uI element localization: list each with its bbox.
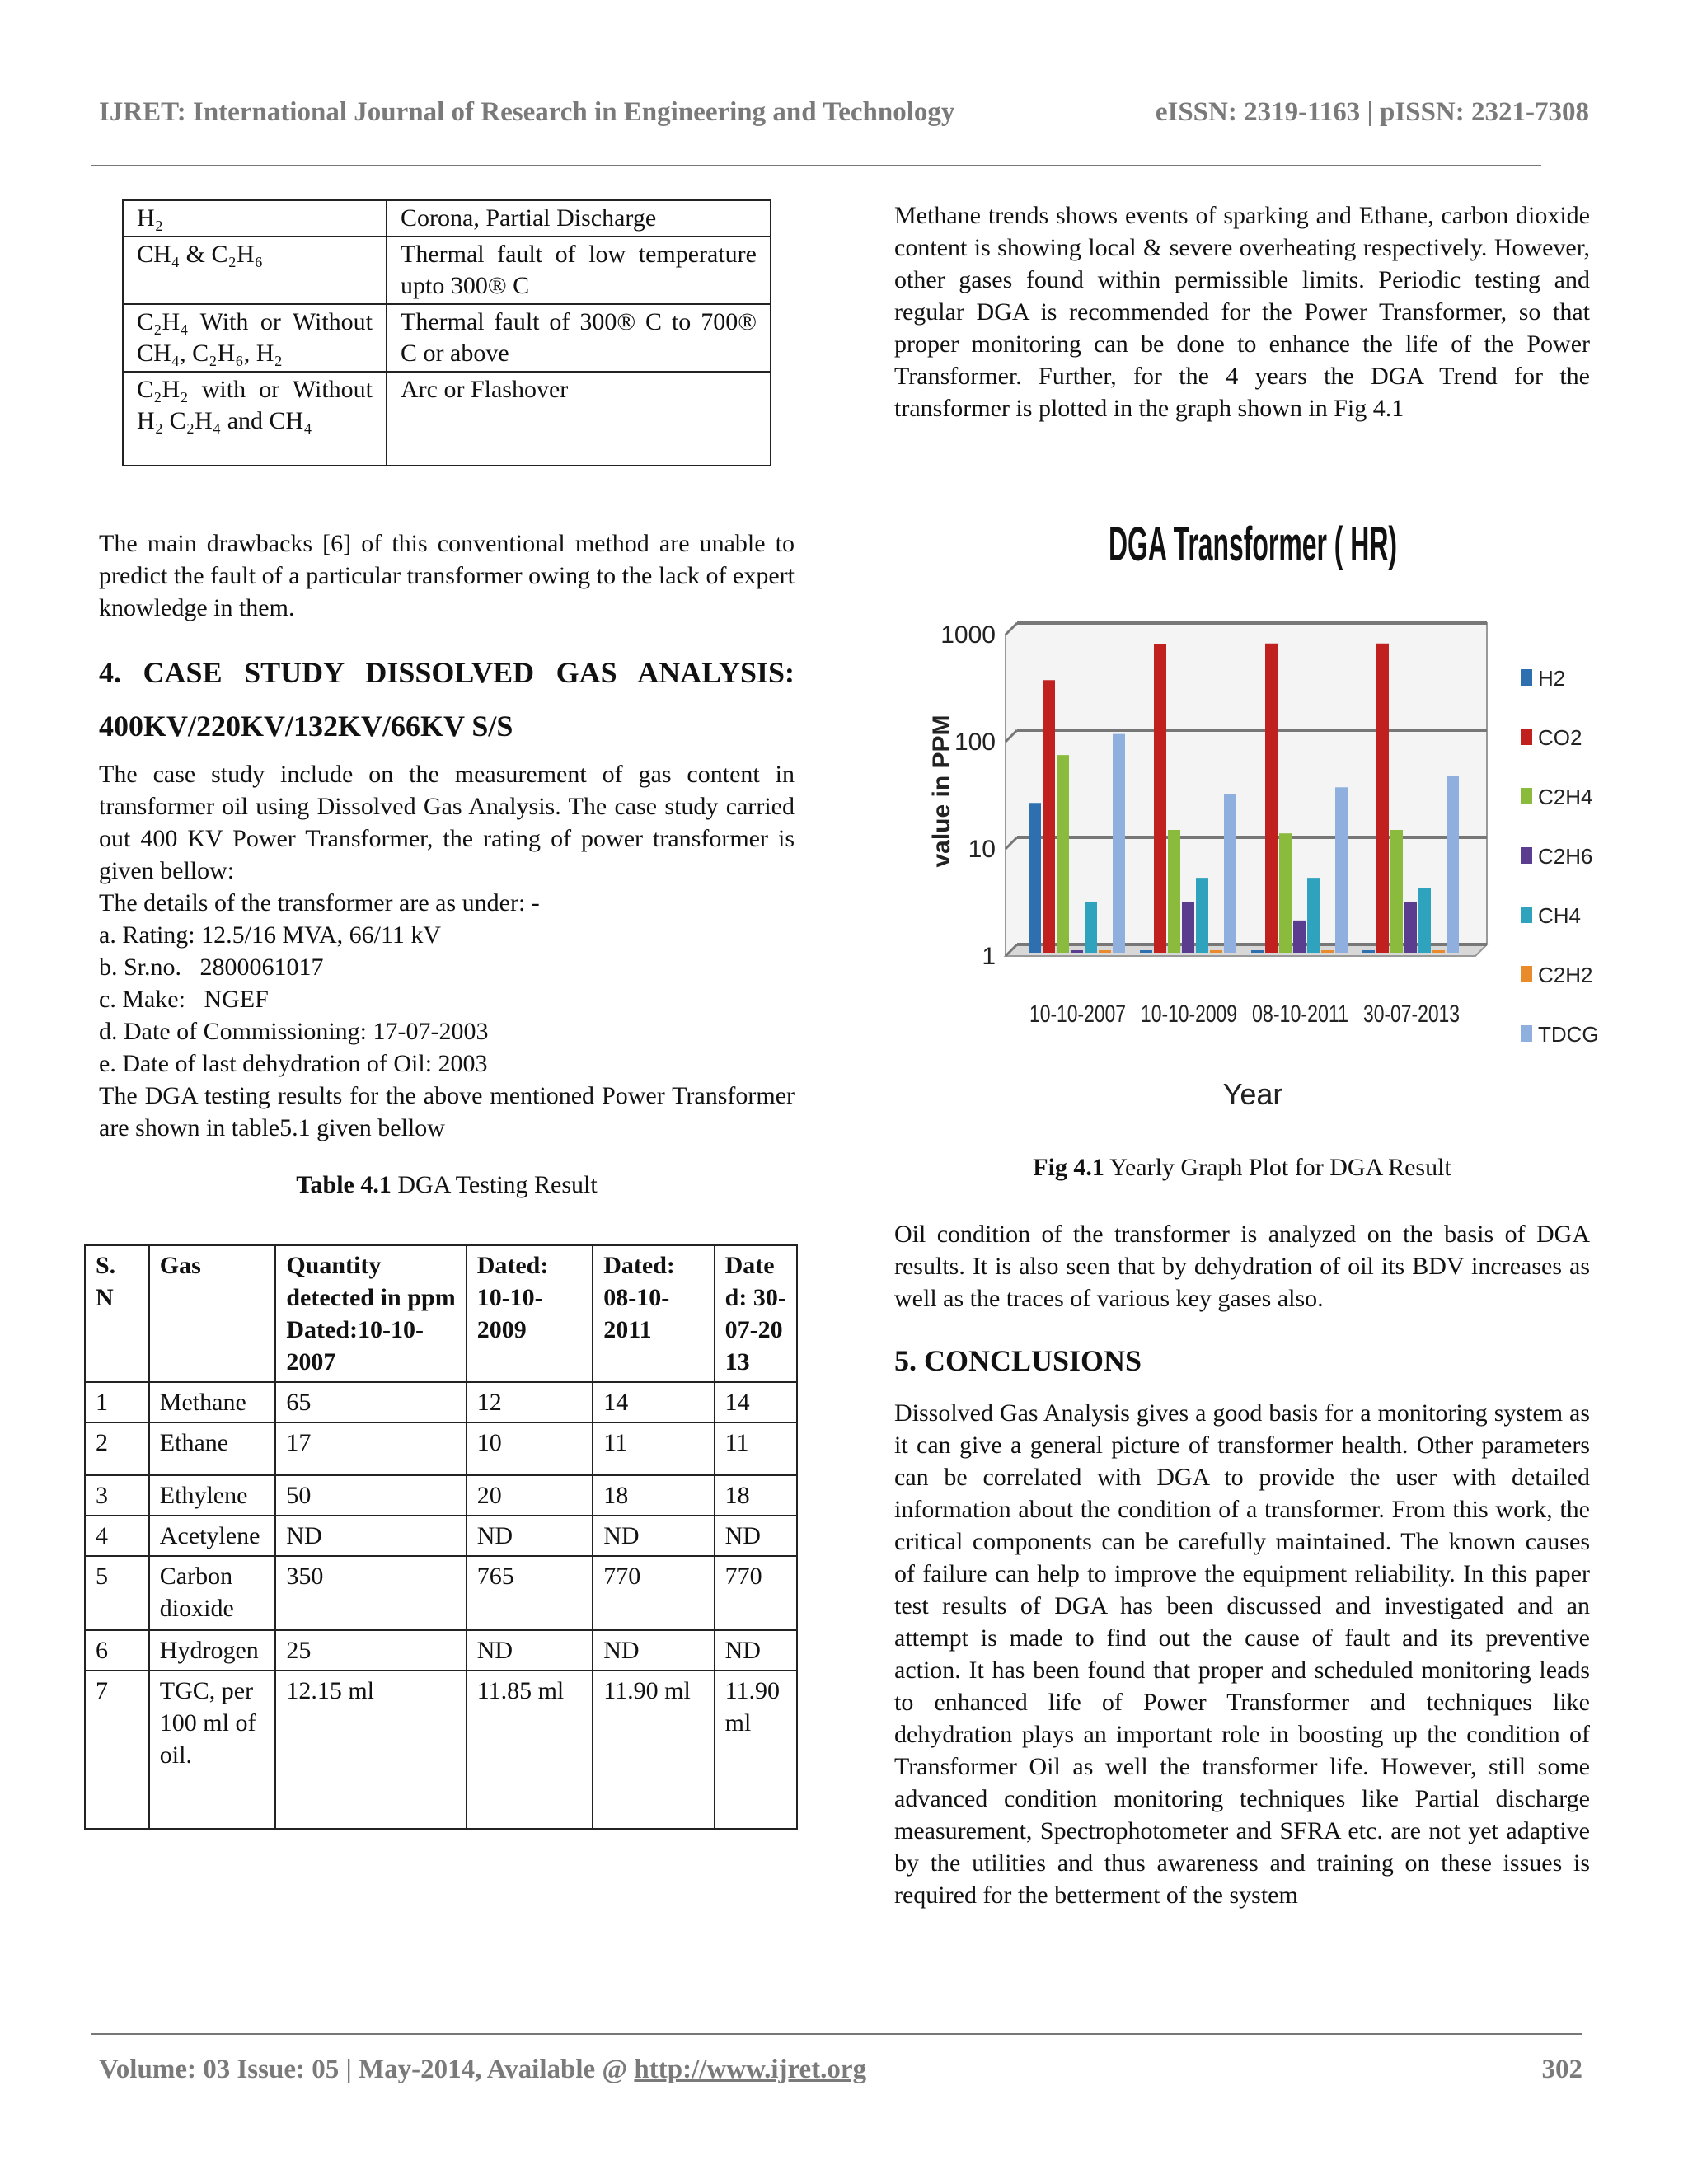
legend-swatch-c2h6	[1521, 847, 1532, 864]
cell: 11.85 ml	[467, 1671, 593, 1829]
legend-label: TDCG	[1538, 1022, 1599, 1047]
bar-c2h6-10-10-2009	[1182, 902, 1194, 953]
gas-cell: CH₄ & C₂H₆	[123, 237, 387, 304]
table-row	[123, 372, 771, 466]
cell: 11	[715, 1422, 797, 1475]
bar-c2h6-30-07-2013	[1404, 902, 1417, 953]
cell: 11.90 ml	[715, 1671, 797, 1829]
legend-swatch-h2	[1521, 669, 1532, 686]
page-number: 302	[1541, 2055, 1582, 2084]
cell: 20	[467, 1475, 593, 1516]
y-tick-label: 1	[982, 943, 996, 970]
bar-ch4-10-10-2007	[1085, 902, 1097, 953]
cell: 11	[593, 1422, 714, 1475]
cell: 11.90 ml	[593, 1671, 714, 1829]
cell: 18	[593, 1475, 714, 1516]
cell: 12.15 ml	[275, 1671, 466, 1829]
table-row	[85, 1475, 797, 1516]
bar-h2-30-07-2013	[1362, 950, 1375, 953]
drawbacks-paragraph: The main drawbacks [6] of this conventional method are unable to predict the fault of a particular transformer owing to the lack of expert knowledge in them.	[99, 530, 795, 621]
gas-cell: C₂H₄ With or Without CH₄, C₂H₆, H₂	[123, 304, 387, 372]
cell: 7	[85, 1671, 149, 1829]
table-header-row	[85, 1245, 797, 1382]
bar-co2-08-10-2011	[1265, 644, 1278, 953]
cell: Ethylene	[149, 1475, 276, 1516]
section4-heading: 4. CASE STUDY DISSOLVED GAS ANALYSIS:	[99, 656, 795, 689]
bar-ch4-10-10-2009	[1196, 878, 1208, 953]
cell: ND	[467, 1630, 593, 1671]
cell: 5	[85, 1556, 149, 1630]
legend-swatch-tdcg	[1521, 1025, 1532, 1042]
header-cell: S. N	[85, 1245, 149, 1382]
methane-paragraph: Methane trends shows events of sparking and Ethane, carbon dioxide content is showing local & severe overheating respectively. However, other gases found within permissible limits. Periodic testing and regular DGA is recommended for the Power Transformer, so that proper monitoring can be done to enhance the life of the Power Transformer. Further, for the 4 years the DGA Trend for the transformer is plotted in the graph shown in Fig 4.1	[894, 202, 1590, 422]
table-row	[85, 1422, 797, 1475]
legend-label: C2H4	[1538, 785, 1593, 809]
journal-title: IJRET: International Journal of Research in Engineering and Technology	[99, 97, 955, 127]
fault-cell: Thermal fault of 300® C to 700® C or above	[387, 304, 771, 372]
legend-label: CH4	[1538, 903, 1582, 928]
bar-c2h2-30-07-2013	[1432, 950, 1445, 953]
footer-volume: Volume: 03 Issue: 05 | May-2014, Available @ http://www.ijret.org	[99, 2055, 867, 2084]
bar-c2h2-10-10-2007	[1099, 950, 1111, 953]
section5-heading: 5. CONCLUSIONS	[894, 1344, 1142, 1377]
footer-rule	[91, 2033, 1582, 2035]
legend-swatch-ch4	[1521, 907, 1532, 923]
cell: 4	[85, 1516, 149, 1556]
y-axis-label: value in PPM	[928, 715, 955, 868]
bar-tdcg-08-10-2011	[1335, 787, 1348, 953]
gas-cell: C₂H₂ with or Without H₂ C₂H₄ and CH₄	[123, 372, 387, 466]
header-cell: Dated: 08-10-2011	[593, 1245, 714, 1382]
table-row	[85, 1630, 797, 1671]
y-tick-label: 100	[954, 729, 996, 756]
cell: Ethane	[149, 1422, 276, 1475]
bar-tdcg-10-10-2009	[1224, 794, 1236, 953]
table-row	[85, 1671, 797, 1829]
bar-co2-10-10-2009	[1154, 644, 1166, 953]
cell: Methane	[149, 1382, 276, 1422]
header-cell: Gas	[149, 1245, 276, 1382]
x-tick-label: 10-10-2007	[1029, 1001, 1126, 1028]
bar-co2-30-07-2013	[1376, 644, 1389, 953]
bar-c2h6-08-10-2011	[1293, 921, 1306, 953]
cell: 6	[85, 1630, 149, 1671]
legend-swatch-c2h2	[1521, 966, 1532, 982]
cell: ND	[593, 1516, 714, 1556]
cell: 350	[275, 1556, 466, 1630]
x-axis-label: Year	[1222, 1077, 1283, 1111]
cell: Hydrogen	[149, 1630, 276, 1671]
bar-h2-10-10-2007	[1029, 803, 1041, 953]
cell: 770	[715, 1556, 797, 1630]
legend	[1521, 666, 1599, 1047]
fault-cell: Corona, Partial Discharge	[387, 200, 771, 237]
table-caption: Table 4.1 DGA Testing Result	[296, 1171, 598, 1198]
x-tick-labels	[1029, 1001, 1460, 1028]
bar-tdcg-10-10-2007	[1113, 734, 1125, 953]
table-row	[123, 200, 771, 237]
cell: 12	[467, 1382, 593, 1422]
table-row	[85, 1556, 797, 1630]
table-row	[123, 304, 771, 372]
header-rule	[91, 165, 1541, 166]
cell: 2	[85, 1422, 149, 1475]
legend-label: H2	[1538, 666, 1566, 691]
header-cell: Dated: 10-10-2009	[467, 1245, 593, 1382]
bar-c2h6-10-10-2007	[1071, 950, 1083, 953]
bar-c2h4-30-07-2013	[1390, 830, 1403, 953]
detail-commissioning: d. Date of Commissioning: 17-07-2003	[99, 1018, 489, 1045]
bar-h2-08-10-2011	[1251, 950, 1264, 953]
cell: 1	[85, 1382, 149, 1422]
chart-title: DGA Transformer ( HR)	[1109, 518, 1397, 571]
x-tick-label: 30-07-2013	[1363, 1001, 1460, 1028]
cell: ND	[715, 1516, 797, 1556]
detail-make: c. Make: NGEF	[99, 986, 269, 1013]
header-cell: Date d: 30-07-2013	[715, 1245, 797, 1382]
detail-rating: a. Rating: 12.5/16 MVA, 66/11 kV	[99, 921, 442, 949]
cell: ND	[715, 1630, 797, 1671]
table-row	[123, 237, 771, 304]
bar-tdcg-30-07-2013	[1447, 776, 1459, 953]
bar-c2h4-08-10-2011	[1279, 833, 1292, 953]
cell: 770	[593, 1556, 714, 1630]
y-tick-label: 1000	[940, 621, 996, 649]
dga-bar-chart	[915, 494, 1599, 1121]
bar-h2-10-10-2009	[1140, 950, 1152, 953]
dga-table	[84, 1244, 798, 1830]
legend-swatch-co2	[1521, 729, 1532, 745]
section4-subheading: 400KV/220KV/132KV/66KV S/S	[99, 710, 513, 743]
legend-label: C2H6	[1538, 844, 1593, 869]
header-cell: Quantity detected in ppm Dated:10-10-2007	[275, 1245, 466, 1382]
fault-cell: Thermal fault of low temperature upto 300® C	[387, 237, 771, 304]
cell: 10	[467, 1422, 593, 1475]
cell: 3	[85, 1475, 149, 1516]
bar-ch4-08-10-2011	[1307, 878, 1320, 953]
cell: 14	[593, 1382, 714, 1422]
detail-dehydration: e. Date of last dehydration of Oil: 2003	[99, 1050, 488, 1077]
gas-fault-table	[122, 199, 771, 466]
bar-co2-10-10-2007	[1043, 680, 1055, 953]
cell: Carbon dioxide	[149, 1556, 276, 1630]
cell: 17	[275, 1422, 466, 1475]
legend-swatch-c2h4	[1521, 788, 1532, 804]
x-tick-label: 08-10-2011	[1252, 1001, 1348, 1028]
dga-intro: The DGA testing results for the above mentioned Power Transformer are shown in table5.1 given bellow	[99, 1082, 795, 1141]
bar-c2h4-10-10-2007	[1057, 755, 1069, 953]
cell: 18	[715, 1475, 797, 1516]
oil-paragraph: Oil condition of the transformer is analyzed on the basis of DGA results. It is also seen that by dehydration of oil its BDV increases as well as the traces of various key gases also.	[894, 1221, 1590, 1312]
bar-c2h4-10-10-2009	[1168, 830, 1180, 953]
cell: ND	[275, 1516, 466, 1556]
cell: 25	[275, 1630, 466, 1671]
fault-cell: Arc or Flashover	[387, 372, 771, 466]
bar-c2h2-10-10-2009	[1210, 950, 1222, 953]
cell: Acetylene	[149, 1516, 276, 1556]
issn: eISSN: 2319-1163 | pISSN: 2321-7308	[1155, 97, 1589, 127]
gas-cell: H₂	[123, 200, 387, 237]
cell: ND	[467, 1516, 593, 1556]
bar-ch4-30-07-2013	[1418, 888, 1431, 953]
cell: ND	[593, 1630, 714, 1671]
cell: 765	[467, 1556, 593, 1630]
legend-label: C2H2	[1538, 963, 1593, 987]
y-tick-label: 10	[968, 836, 996, 863]
x-tick-label: 10-10-2009	[1141, 1001, 1237, 1028]
figure-caption: Fig 4.1 Yearly Graph Plot for DGA Result	[1033, 1154, 1451, 1181]
cell: 14	[715, 1382, 797, 1422]
conclusion-paragraph: Dissolved Gas Analysis gives a good basis for a monitoring system as it can give a general picture of transformer health. Other parameters can be correlated with DGA to provide the user with detailed information about the condition of a transformer. From this work, the critical components can be carefully maintained. The known causes of failure can help to improve the equipment reliability. In this paper test results of DGA has been discussed and investigated and an attempt is made to find out the cause of fault and its preventive action. It has been found that proper and scheduled monitoring leads to enhanced life of Power Transformer and techniques like dehydration plays an important role in boosting up the condition of Transformer Oil as well the transformer life. However, still some advanced condition monitoring techniques like Partial discharge measurement, Spectrophotometer and SFRA etc. are not yet adaptive by the utilities and thus awareness and training on these issues is required for the betterment of the system	[894, 1399, 1590, 1909]
bar-c2h2-08-10-2011	[1321, 950, 1334, 953]
cell: 50	[275, 1475, 466, 1516]
detail-srno: b. Sr.no. 2800061017	[99, 954, 324, 981]
legend-label: CO2	[1538, 725, 1582, 750]
case-study-block: The case study include on the measurement of gas content in transformer oil using Dissolved Gas Analysis. The case study carried out 400 KV Power Transformer, the rating of power transformer is given bellow: The details of the transformer are as under: - a. Rating: 12.5/16 MVA, 66/11 kV b. Sr.no. 2800061017 c. Make: NGEF d. Date of Commissioning: 17-07-2003 e. Date of last dehydration of Oil: 2003 The DGA testing results for the above mentioned Power Transformer are shown in table5.1 given bellow	[99, 758, 795, 1144]
cell: TGC, per 100 ml of oil.	[149, 1671, 276, 1829]
table-row	[85, 1382, 797, 1422]
table-row	[85, 1516, 797, 1556]
journal-link[interactable]: http://www.ijret.org	[634, 2055, 867, 2084]
cell: 65	[275, 1382, 466, 1422]
